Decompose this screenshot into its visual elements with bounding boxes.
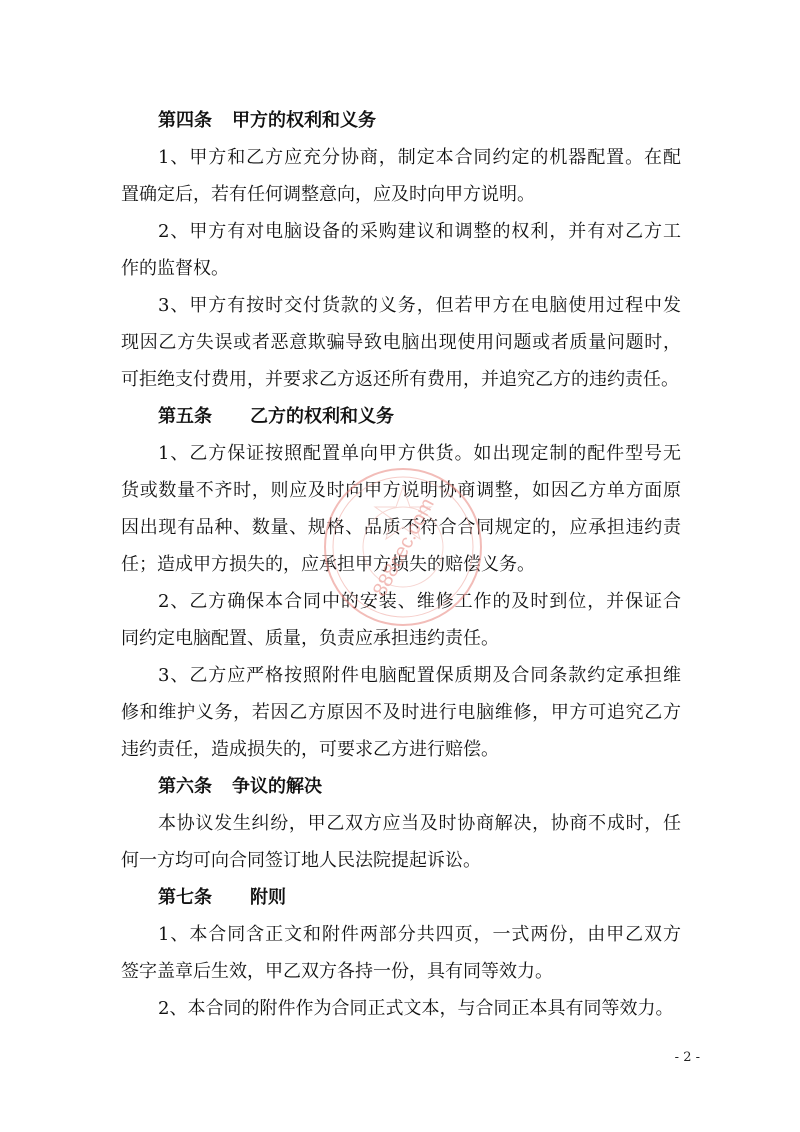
article-heading — [121, 768, 681, 805]
paragraph-line: 签字盖章后生效，甲乙双方各持一份，具有同等效力。 — [121, 961, 553, 982]
paragraph-line: 3、乙方应严格按照附件电脑配置保质期及合同条款约定承担维 — [158, 665, 681, 686]
article-title: 乙方的权利和义务 — [250, 406, 394, 427]
paragraph-line: 可拒绝支付费用，并要求乙方返还所有费用，并追究乙方的违约责任。 — [121, 369, 679, 390]
paragraph-line: 1、甲方和乙方应充分协商，制定本合同约定的机器配置。在配 — [158, 147, 681, 168]
article-number: 第五条 — [158, 406, 212, 427]
clause-paragraph — [121, 805, 681, 879]
clause-paragraph — [121, 139, 681, 213]
paragraph-line: 修和维护义务，若因乙方原因不及时进行电脑维修，甲方可追究乙方 — [121, 702, 681, 723]
paragraph-line: 货或数量不齐时，则应及时向甲方说明协商调整，如因乙方单方面原 — [121, 480, 681, 501]
paragraph-line: 作的监督权。 — [121, 258, 229, 279]
article-heading — [121, 398, 681, 435]
paragraph-line: 违约责任，造成损失的，可要求乙方进行赔偿。 — [121, 739, 499, 760]
article-number: 第四条 — [158, 110, 212, 131]
clause-paragraph — [121, 435, 681, 583]
contract-body — [121, 102, 681, 1027]
paragraph-line: 本协议发生纠纷，甲乙双方应当及时协商解决，协商不成时，任 — [158, 813, 681, 834]
clause-paragraph — [121, 916, 681, 990]
paragraph-line: 同约定电脑配置、质量，负责应承担违约责任。 — [121, 628, 499, 649]
paragraph-line: 现因乙方失误或者恶意欺骗导致电脑出现使用问题或者质量问题时， — [121, 332, 681, 353]
article-heading — [121, 879, 681, 916]
paragraph-line: 1、本合同含正文和附件两部分共四页，一式两份，由甲乙双方 — [158, 924, 681, 945]
clause-paragraph — [121, 990, 681, 1027]
article-number: 第七条 — [158, 887, 212, 908]
clause-paragraph — [121, 287, 681, 398]
paragraph-line: 何一方均可向合同签订地人民法院提起诉讼。 — [121, 850, 481, 871]
paragraph-line: 2、本合同的附件作为合同正式文本，与合同正本具有同等效力。 — [158, 998, 674, 1019]
article-title: 附则 — [250, 887, 286, 908]
paragraph-line: 因出现有品种、数量、规格、品质不符合合同规定的，应承担违约责 — [121, 517, 681, 538]
clause-paragraph — [121, 213, 681, 287]
paragraph-line: 1、乙方保证按照配置单向甲方供货。如出现定制的配件型号无 — [158, 443, 681, 464]
article-heading — [121, 102, 681, 139]
clause-paragraph — [121, 657, 681, 768]
paragraph-line: 2、乙方确保本合同中的安装、维修工作的及时到位，并保证合 — [158, 591, 681, 612]
paragraph-line: 3、甲方有按时交付货款的义务，但若甲方在电脑使用过程中发 — [158, 295, 681, 316]
page-number: - 2 - — [674, 1050, 700, 1065]
article-title: 甲方的权利和义务 — [232, 110, 376, 131]
clause-paragraph — [121, 583, 681, 657]
article-title: 争议的解决 — [232, 776, 322, 797]
watermark-text: 888cec.com — [368, 494, 439, 601]
paragraph-line: 置确定后，若有任何调整意向，应及时向甲方说明。 — [121, 184, 535, 205]
paragraph-line: 2、甲方有对电脑设备的采购建议和调整的权利，并有对乙方工 — [158, 221, 681, 242]
paragraph-line: 任；造成甲方损失的，应承担甲方损失的赔偿义务。 — [121, 554, 535, 575]
article-number: 第六条 — [158, 776, 212, 797]
